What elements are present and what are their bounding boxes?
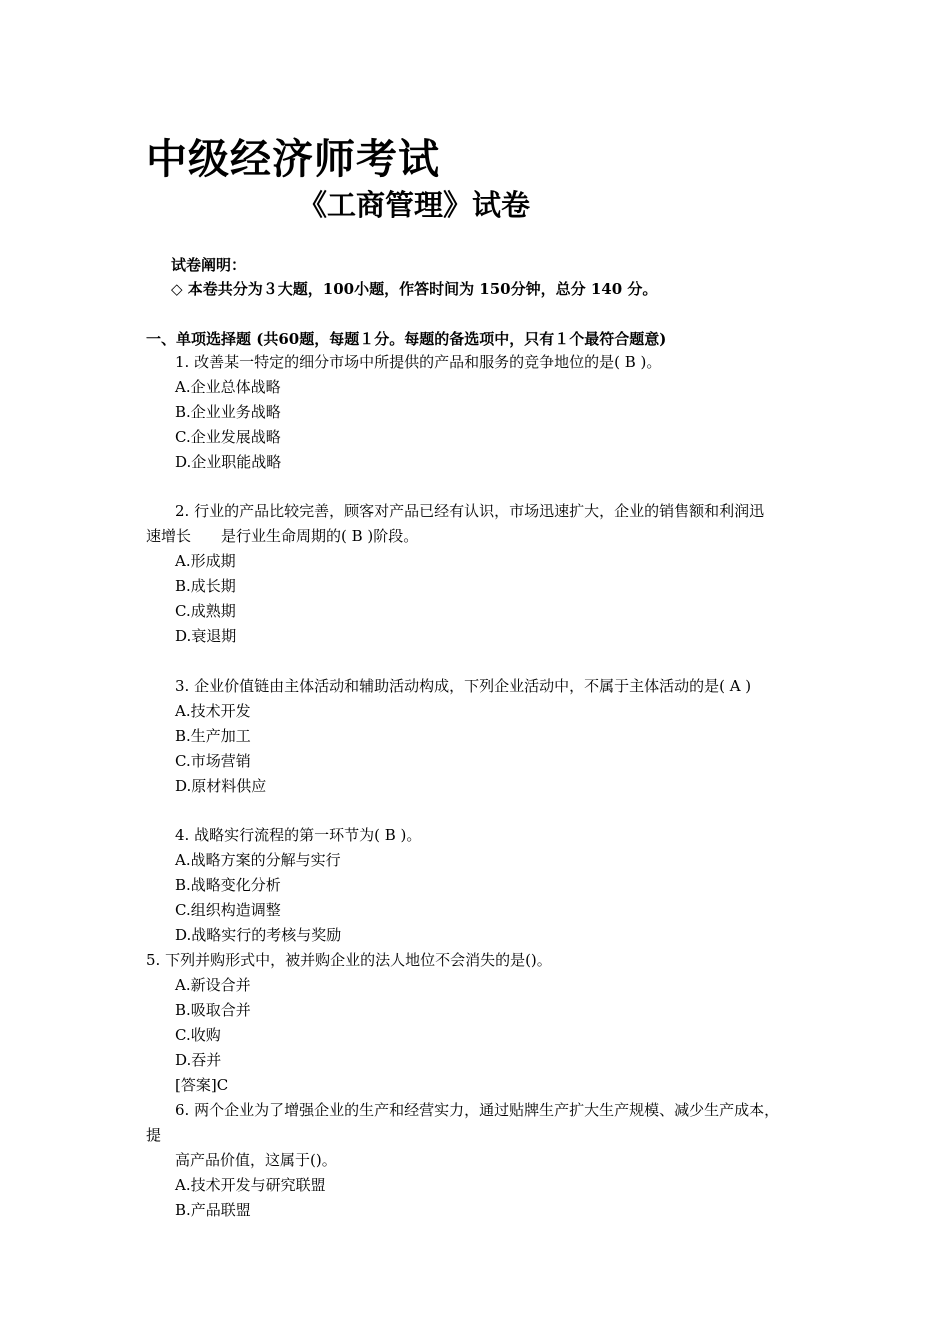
page-title: 中级经济师考试 [146, 135, 440, 183]
question-option: D.衰退期 [175, 627, 237, 645]
question-stem: 5. 下列并购形式中，被并购企业的法人地位不会消失的是()。 [146, 951, 552, 969]
question-option: D.企业职能战略 [175, 453, 282, 471]
question-option: C.收购 [175, 1026, 221, 1044]
question-option: D.原材料供应 [175, 777, 267, 795]
question-option: A.企业总体战略 [175, 378, 281, 396]
question-option: C.企业发展战略 [175, 428, 281, 446]
question-option: C.成熟期 [175, 602, 236, 620]
question-stem-continued: 高产品价值，这属于()。 [175, 1151, 337, 1169]
question-option: A.战略方案的分解与实行 [175, 851, 341, 869]
question-option: B.生产加工 [175, 727, 251, 745]
question-option: B.吸取合并 [175, 1001, 251, 1019]
question-option: D.战略实行的考核与奖励 [175, 926, 342, 944]
question-option: B.产品联盟 [175, 1201, 251, 1219]
question-stem: 6. 两个企业为了增强企业的生产和经营实力，通过贴牌生产扩大生产规模、减少生产成本， [175, 1101, 780, 1119]
instructions-heading: 试卷阐明： [171, 256, 247, 274]
question-stem: 2. 行业的产品比较完善，顾客对产品已经有认识，市场迅速扩大，企业的销售额和利润迅 [175, 502, 765, 520]
question-stem: 4. 战略实行流程的第一环节为( B )。 [175, 826, 422, 844]
question-option: A.形成期 [175, 552, 236, 570]
question-option: A.技术开发 [175, 702, 251, 720]
question-option: B.成长期 [175, 577, 236, 595]
section-heading: 一、单项选择题 (共60题，每题１分。每题的备选项中，只有１个最符合题意) [146, 330, 667, 348]
question-option: A.新设合并 [175, 976, 251, 994]
question-option: D.吞并 [175, 1051, 222, 1069]
question-stem-continued: 速增长 是行业生命周期的( B )阶段。 [146, 527, 419, 545]
question-stem-continued: 提 [146, 1126, 162, 1144]
question-stem: 3. 企业价值链由主体活动和辅助活动构成，下列企业活动中，不属于主体活动的是( A ) [175, 677, 752, 695]
question-answer: [答案]C [175, 1076, 229, 1094]
question-option: A.技术开发与研究联盟 [175, 1176, 326, 1194]
instructions-bullet: ◇ 本卷共分为３大题，100小题，作答时间为 150分钟，总分 140 分。 [171, 280, 658, 298]
question-option: C.组织构造调整 [175, 901, 281, 919]
page-subtitle: 《工商管理》试卷 [298, 188, 531, 222]
question-stem: 1. 改善某一特定的细分市场中所提供的产品和服务的竞争地位的是( B )。 [175, 353, 662, 371]
question-option: C.市场营销 [175, 752, 251, 770]
question-option: B.企业业务战略 [175, 403, 281, 421]
question-option: B.战略变化分析 [175, 876, 281, 894]
